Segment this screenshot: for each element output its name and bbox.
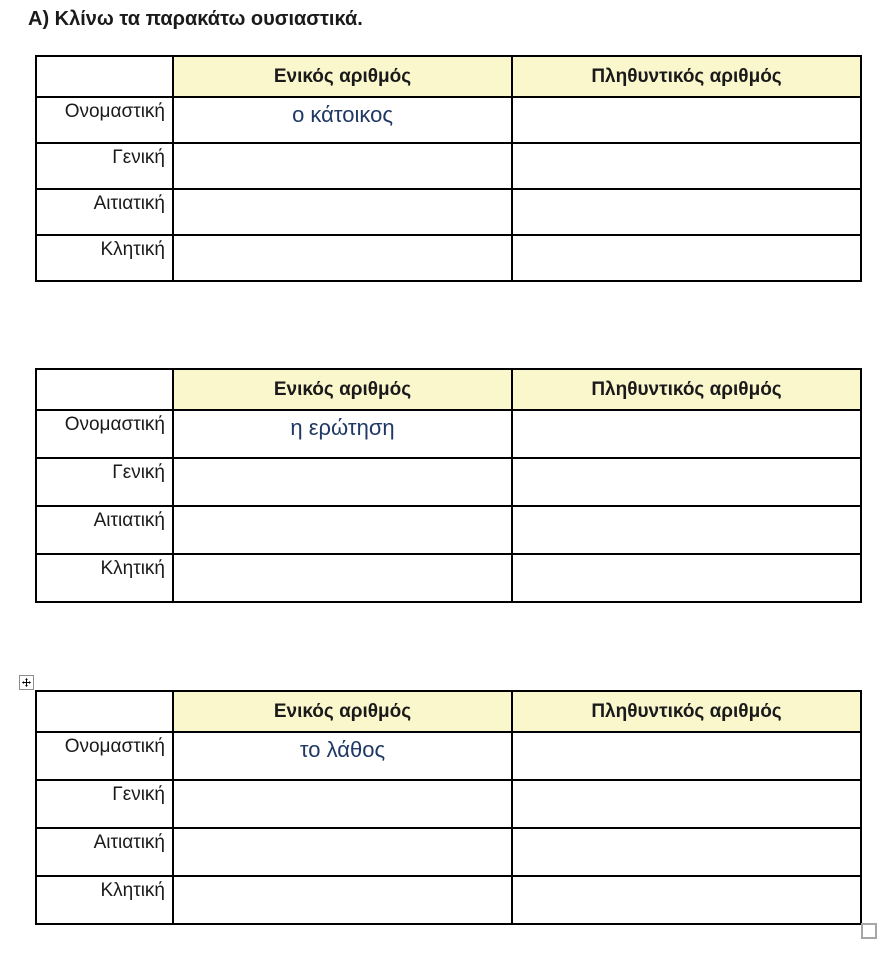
table-row-nominative xyxy=(36,732,861,780)
case-label: Κλητική xyxy=(36,876,173,924)
corner-cell xyxy=(36,56,173,97)
case-label: Ονομαστική xyxy=(36,732,173,780)
plural-column-header: Πληθυντικός αριθμός xyxy=(512,56,861,97)
table-row-accusative xyxy=(36,828,861,876)
corner-cell xyxy=(36,369,173,410)
table-row-genitive xyxy=(36,780,861,828)
case-label: Αιτιατική xyxy=(36,506,173,554)
answer-cell-plural[interactable] xyxy=(512,235,861,281)
answer-cell-singular[interactable] xyxy=(173,143,512,189)
table-row-genitive xyxy=(36,458,861,506)
corner-cell xyxy=(36,691,173,732)
singular-column-header: Ενικός αριθμός xyxy=(173,691,512,732)
singular-column-header: Ενικός αριθμός xyxy=(173,369,512,410)
exercise-title: Α) Κλίνω τα παρακάτω ουσιαστικά. xyxy=(28,8,363,30)
case-label: Αιτιατική xyxy=(36,828,173,876)
table-header-row xyxy=(36,691,861,732)
answer-cell-plural[interactable] xyxy=(512,97,861,143)
case-label: Γενική xyxy=(36,458,173,506)
table-row-nominative xyxy=(36,410,861,458)
case-label: Ονομαστική xyxy=(36,97,173,143)
answer-cell-singular[interactable] xyxy=(173,458,512,506)
table-header-row xyxy=(36,56,861,97)
table-header-row xyxy=(36,369,861,410)
table-row-vocative xyxy=(36,235,861,281)
declension-table-2 xyxy=(35,368,862,603)
table-row-accusative xyxy=(36,189,861,235)
case-label: Αιτιατική xyxy=(36,189,173,235)
answer-cell-singular[interactable] xyxy=(173,189,512,235)
plural-column-header: Πληθυντικός αριθμός xyxy=(512,369,861,410)
case-label: Κλητική xyxy=(36,235,173,281)
answer-cell-plural[interactable] xyxy=(512,458,861,506)
answer-cell-plural[interactable] xyxy=(512,828,861,876)
answer-cell-singular[interactable]: η ερώτηση xyxy=(173,410,512,458)
table-row-genitive xyxy=(36,143,861,189)
case-label: Γενική xyxy=(36,780,173,828)
answer-cell-plural[interactable] xyxy=(512,143,861,189)
table-row-nominative xyxy=(36,97,861,143)
answer-cell-singular[interactable] xyxy=(173,828,512,876)
table-row-accusative xyxy=(36,506,861,554)
plural-column-header: Πληθυντικός αριθμός xyxy=(512,691,861,732)
answer-cell-singular[interactable] xyxy=(173,506,512,554)
singular-column-header: Ενικός αριθμός xyxy=(173,56,512,97)
declension-table-1 xyxy=(35,55,862,282)
answer-cell-plural[interactable] xyxy=(512,554,861,602)
table-row-vocative xyxy=(36,554,861,602)
answer-cell-plural[interactable] xyxy=(512,189,861,235)
table-move-handle[interactable] xyxy=(19,675,34,690)
case-label: Ονομαστική xyxy=(36,410,173,458)
answer-cell-plural[interactable] xyxy=(512,506,861,554)
case-label: Γενική xyxy=(36,143,173,189)
case-label: Κλητική xyxy=(36,554,173,602)
table-resize-handle[interactable] xyxy=(861,923,877,939)
table-row-vocative xyxy=(36,876,861,924)
answer-cell-singular[interactable]: το λάθος xyxy=(173,732,512,780)
four-way-arrow-icon xyxy=(22,678,31,687)
answer-cell-singular[interactable]: ο κάτοικος xyxy=(173,97,512,143)
answer-cell-singular[interactable] xyxy=(173,235,512,281)
answer-cell-plural[interactable] xyxy=(512,732,861,780)
answer-cell-plural[interactable] xyxy=(512,876,861,924)
answer-cell-singular[interactable] xyxy=(173,780,512,828)
declension-table-3 xyxy=(35,690,862,925)
answer-cell-singular[interactable] xyxy=(173,876,512,924)
answer-cell-singular[interactable] xyxy=(173,554,512,602)
answer-cell-plural[interactable] xyxy=(512,410,861,458)
answer-cell-plural[interactable] xyxy=(512,780,861,828)
